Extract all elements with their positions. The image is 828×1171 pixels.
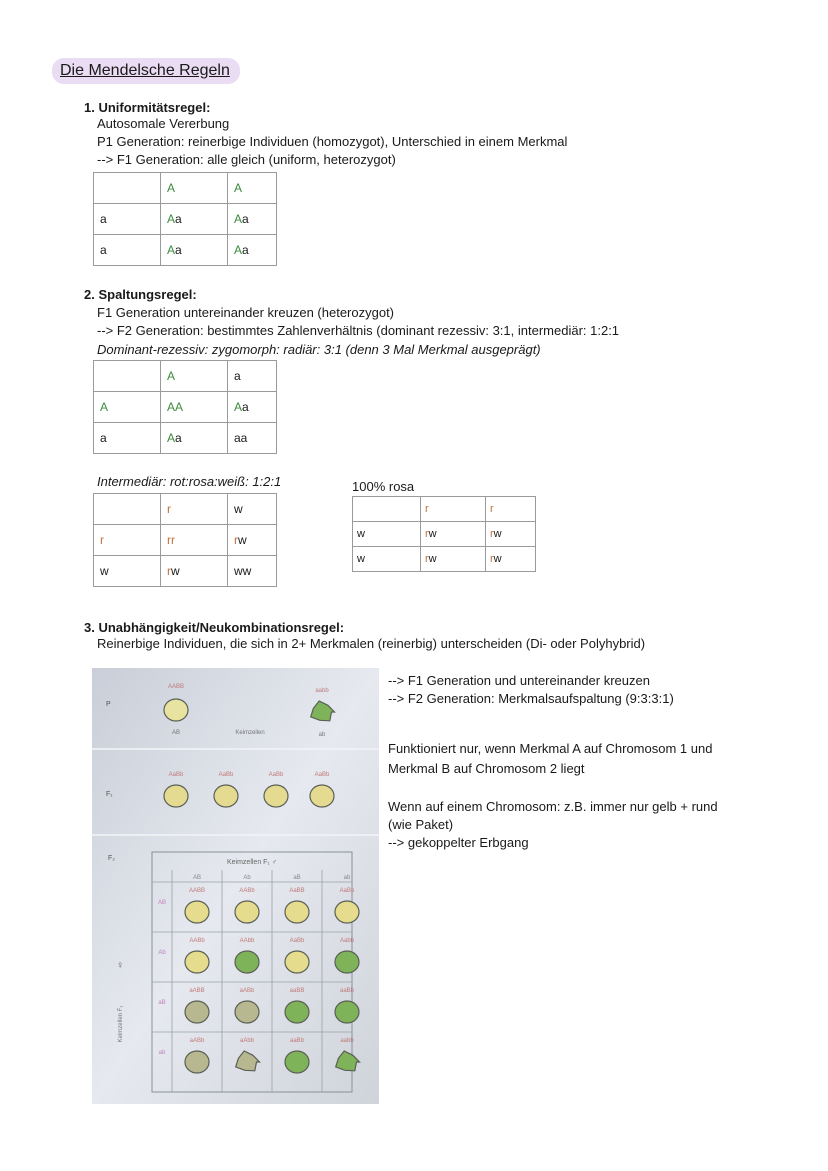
section2-line-2: --> F2 Generation: bestimmtes Zahlenverhältnis (dominant rezessiv: 3:1, intermediär: 1:2:1	[97, 323, 620, 338]
pea-f2	[185, 1051, 209, 1073]
f1-genotype: AaBb	[314, 772, 330, 778]
f2-header-female: Keimzellen F₁	[118, 1005, 124, 1043]
table-cell: r	[421, 497, 486, 522]
intermediate-label: Intermediär: rot:rosa:weiß: 1:2:1	[97, 474, 282, 489]
gamete-row-label: ab	[158, 1050, 166, 1056]
pea-f2	[335, 1001, 359, 1023]
pea-f1	[310, 785, 334, 807]
f2-genotype: AaBb	[339, 888, 355, 894]
pea-f2	[285, 951, 309, 973]
f1-genotype: AaBb	[268, 772, 284, 778]
f1-genotype: AaBb	[168, 772, 184, 778]
punnett-table-dominant	[93, 360, 277, 454]
section2-heading: 2. Spaltungsregel:	[84, 287, 197, 302]
table-cell: a	[94, 204, 161, 235]
f2-genotype: aabb	[340, 1038, 354, 1044]
gamete-row-label: AB	[157, 900, 167, 906]
f2-genotype: AABb	[189, 938, 205, 944]
table-cell: rw	[486, 547, 536, 572]
gamete-row-label: Ab	[158, 950, 166, 956]
section1-heading: 1. Uniformitätsregel:	[84, 100, 211, 115]
table-cell: aa	[228, 423, 277, 454]
note-line	[388, 708, 718, 740]
table-row	[353, 522, 536, 547]
gamete-row-label: aB	[158, 1000, 166, 1006]
note-line: Funktioniert nur, wenn Merkmal A auf Chromosom 1 und	[388, 741, 713, 756]
table-row	[353, 547, 536, 572]
f2-genotype: AABb	[239, 888, 255, 894]
note-line: (wie Paket)	[388, 817, 454, 832]
row-label-p: P	[106, 701, 111, 708]
table-row	[94, 525, 277, 556]
table-cell: rw	[161, 556, 228, 587]
table-cell: rw	[486, 522, 536, 547]
f2-genotype: AaBb	[289, 938, 305, 944]
table-cell	[353, 497, 421, 522]
section3-notes	[388, 672, 718, 852]
table-cell: w	[353, 522, 421, 547]
f2-header-male: Keimzellen F₁ ♂	[226, 859, 278, 866]
table-row	[94, 392, 277, 423]
table-cell: Aa	[161, 204, 228, 235]
p-gamete-ab-dominant: AB	[171, 730, 181, 736]
section2-line-1: F1 Generation untereinander kreuzen (heterozygot)	[97, 305, 395, 320]
f2-genotype: aABB	[189, 988, 205, 994]
table-cell: a	[94, 235, 161, 266]
table-cell: w	[353, 547, 421, 572]
p-genotype-aabb-recessive: aabb	[315, 688, 329, 694]
f2-genotype: AABB	[188, 888, 206, 894]
table-cell: A	[228, 173, 277, 204]
table-cell	[94, 173, 161, 204]
table-row	[94, 235, 277, 266]
gamete-column-label: ab	[343, 875, 351, 881]
section1-line-2: P1 Generation: reinerbige Individuen (homozygot), Unterschied in einem Merkmal	[97, 134, 568, 149]
section3-heading: 3. Unabhängigkeit/Neukombinationsregel:	[84, 620, 345, 635]
section2-italic-line: Dominant-rezessiv: zygomorph: radiär: 3:1 (denn 3 Mal Merkmal ausgeprägt)	[97, 342, 541, 357]
table-cell: A	[161, 361, 228, 392]
pea-f2	[285, 1001, 309, 1023]
table-cell: rw	[421, 547, 486, 572]
pea-f1	[214, 785, 238, 807]
table-cell: Aa	[161, 423, 228, 454]
table-cell: a	[94, 423, 161, 454]
f2-genotype: aABb	[189, 1038, 205, 1044]
table-cell	[94, 494, 161, 525]
note-line: --> gekoppelter Erbgang	[388, 835, 529, 850]
punnett-table-rosa	[352, 496, 536, 572]
f2-genotype: aaBb	[339, 988, 355, 994]
table-cell: rw	[228, 525, 277, 556]
f2-genotype: aAbb	[239, 1038, 255, 1044]
table-cell: Aa	[161, 235, 228, 266]
p-gamete-ab-recessive: ab	[318, 732, 326, 738]
row-label-f2: F₂	[108, 855, 115, 862]
pea-f2	[285, 901, 309, 923]
pea-f2	[335, 951, 359, 973]
pea-f2	[235, 901, 259, 923]
punnett-table-intermediate	[93, 493, 277, 587]
f2-genotype: Aabb	[339, 938, 355, 944]
table-cell: Aa	[228, 392, 277, 423]
pea-f2	[185, 951, 209, 973]
table-row	[94, 361, 277, 392]
note-line: --> F2 Generation: Merkmalsaufspaltung (9:3:3:1)	[388, 691, 674, 706]
table-cell: Aa	[228, 235, 277, 266]
table-row	[353, 497, 536, 522]
table-row	[94, 423, 277, 454]
note-line: --> F1 Generation und untereinander kreuzen	[388, 673, 650, 688]
table-cell: AA	[161, 392, 228, 423]
pea-f2	[185, 1001, 209, 1023]
pea-f1	[264, 785, 288, 807]
dihybrid-cross-diagram	[92, 668, 379, 1104]
female-symbol-icon: ♀	[116, 960, 124, 971]
pea-f2	[235, 951, 259, 973]
pea-f2	[185, 901, 209, 923]
table-cell: w	[94, 556, 161, 587]
pea-f2	[285, 1051, 309, 1073]
p-genotype-aabb-dominant: AABB	[167, 684, 185, 690]
f2-genotype: aaBb	[289, 1038, 305, 1044]
table-cell: r	[94, 525, 161, 556]
gamete-column-label: Ab	[243, 875, 251, 881]
table-cell: rw	[421, 522, 486, 547]
table-cell: A	[161, 173, 228, 204]
table-cell: Aa	[228, 204, 277, 235]
table-cell	[94, 361, 161, 392]
f2-genotype: AAbb	[239, 938, 255, 944]
table-cell: r	[486, 497, 536, 522]
note-line: Merkmal B auf Chromosom 2 liegt	[388, 761, 585, 776]
table-cell: r	[161, 494, 228, 525]
table-cell: A	[94, 392, 161, 423]
p-gametes-label: Keimzellen	[235, 730, 265, 736]
pea-f1	[164, 785, 188, 807]
punnett-table-uniform	[93, 172, 277, 266]
rosa-label: 100% rosa	[352, 479, 415, 494]
gamete-column-label: AB	[192, 875, 202, 881]
row-label-f1: F₁	[106, 791, 113, 798]
f2-genotype: aaBB	[289, 988, 305, 994]
f2-genotype: aABb	[239, 988, 255, 994]
table-cell: a	[228, 361, 277, 392]
gamete-column-label: aB	[293, 875, 301, 881]
dihybrid-cross-photo	[92, 668, 379, 1104]
table-row	[94, 556, 277, 587]
table-cell: w	[228, 494, 277, 525]
table-cell: rr	[161, 525, 228, 556]
pea-p-dominant	[164, 699, 188, 721]
pea-f2	[335, 901, 359, 923]
page-title: Die Mendelsche Regeln	[52, 58, 240, 84]
note-line: Wenn auf einem Chromosom: z.B. immer nur gelb + rund	[388, 799, 718, 814]
table-row	[94, 494, 277, 525]
table-row	[94, 204, 277, 235]
table-cell: ww	[228, 556, 277, 587]
table-row	[94, 173, 277, 204]
f2-genotype: AaBB	[289, 888, 305, 894]
section3-line: Reinerbige Individuen, die sich in 2+ Merkmalen (reinerbig) unterscheiden (Di- oder Polyhybrid)	[97, 636, 646, 651]
f1-genotype: AaBb	[218, 772, 234, 778]
pea-f2	[235, 1001, 259, 1023]
section1-line-1: Autosomale Vererbung	[97, 116, 230, 131]
section1-line-3: --> F1 Generation: alle gleich (uniform, heterozygot)	[97, 152, 396, 167]
note-line	[388, 778, 718, 798]
